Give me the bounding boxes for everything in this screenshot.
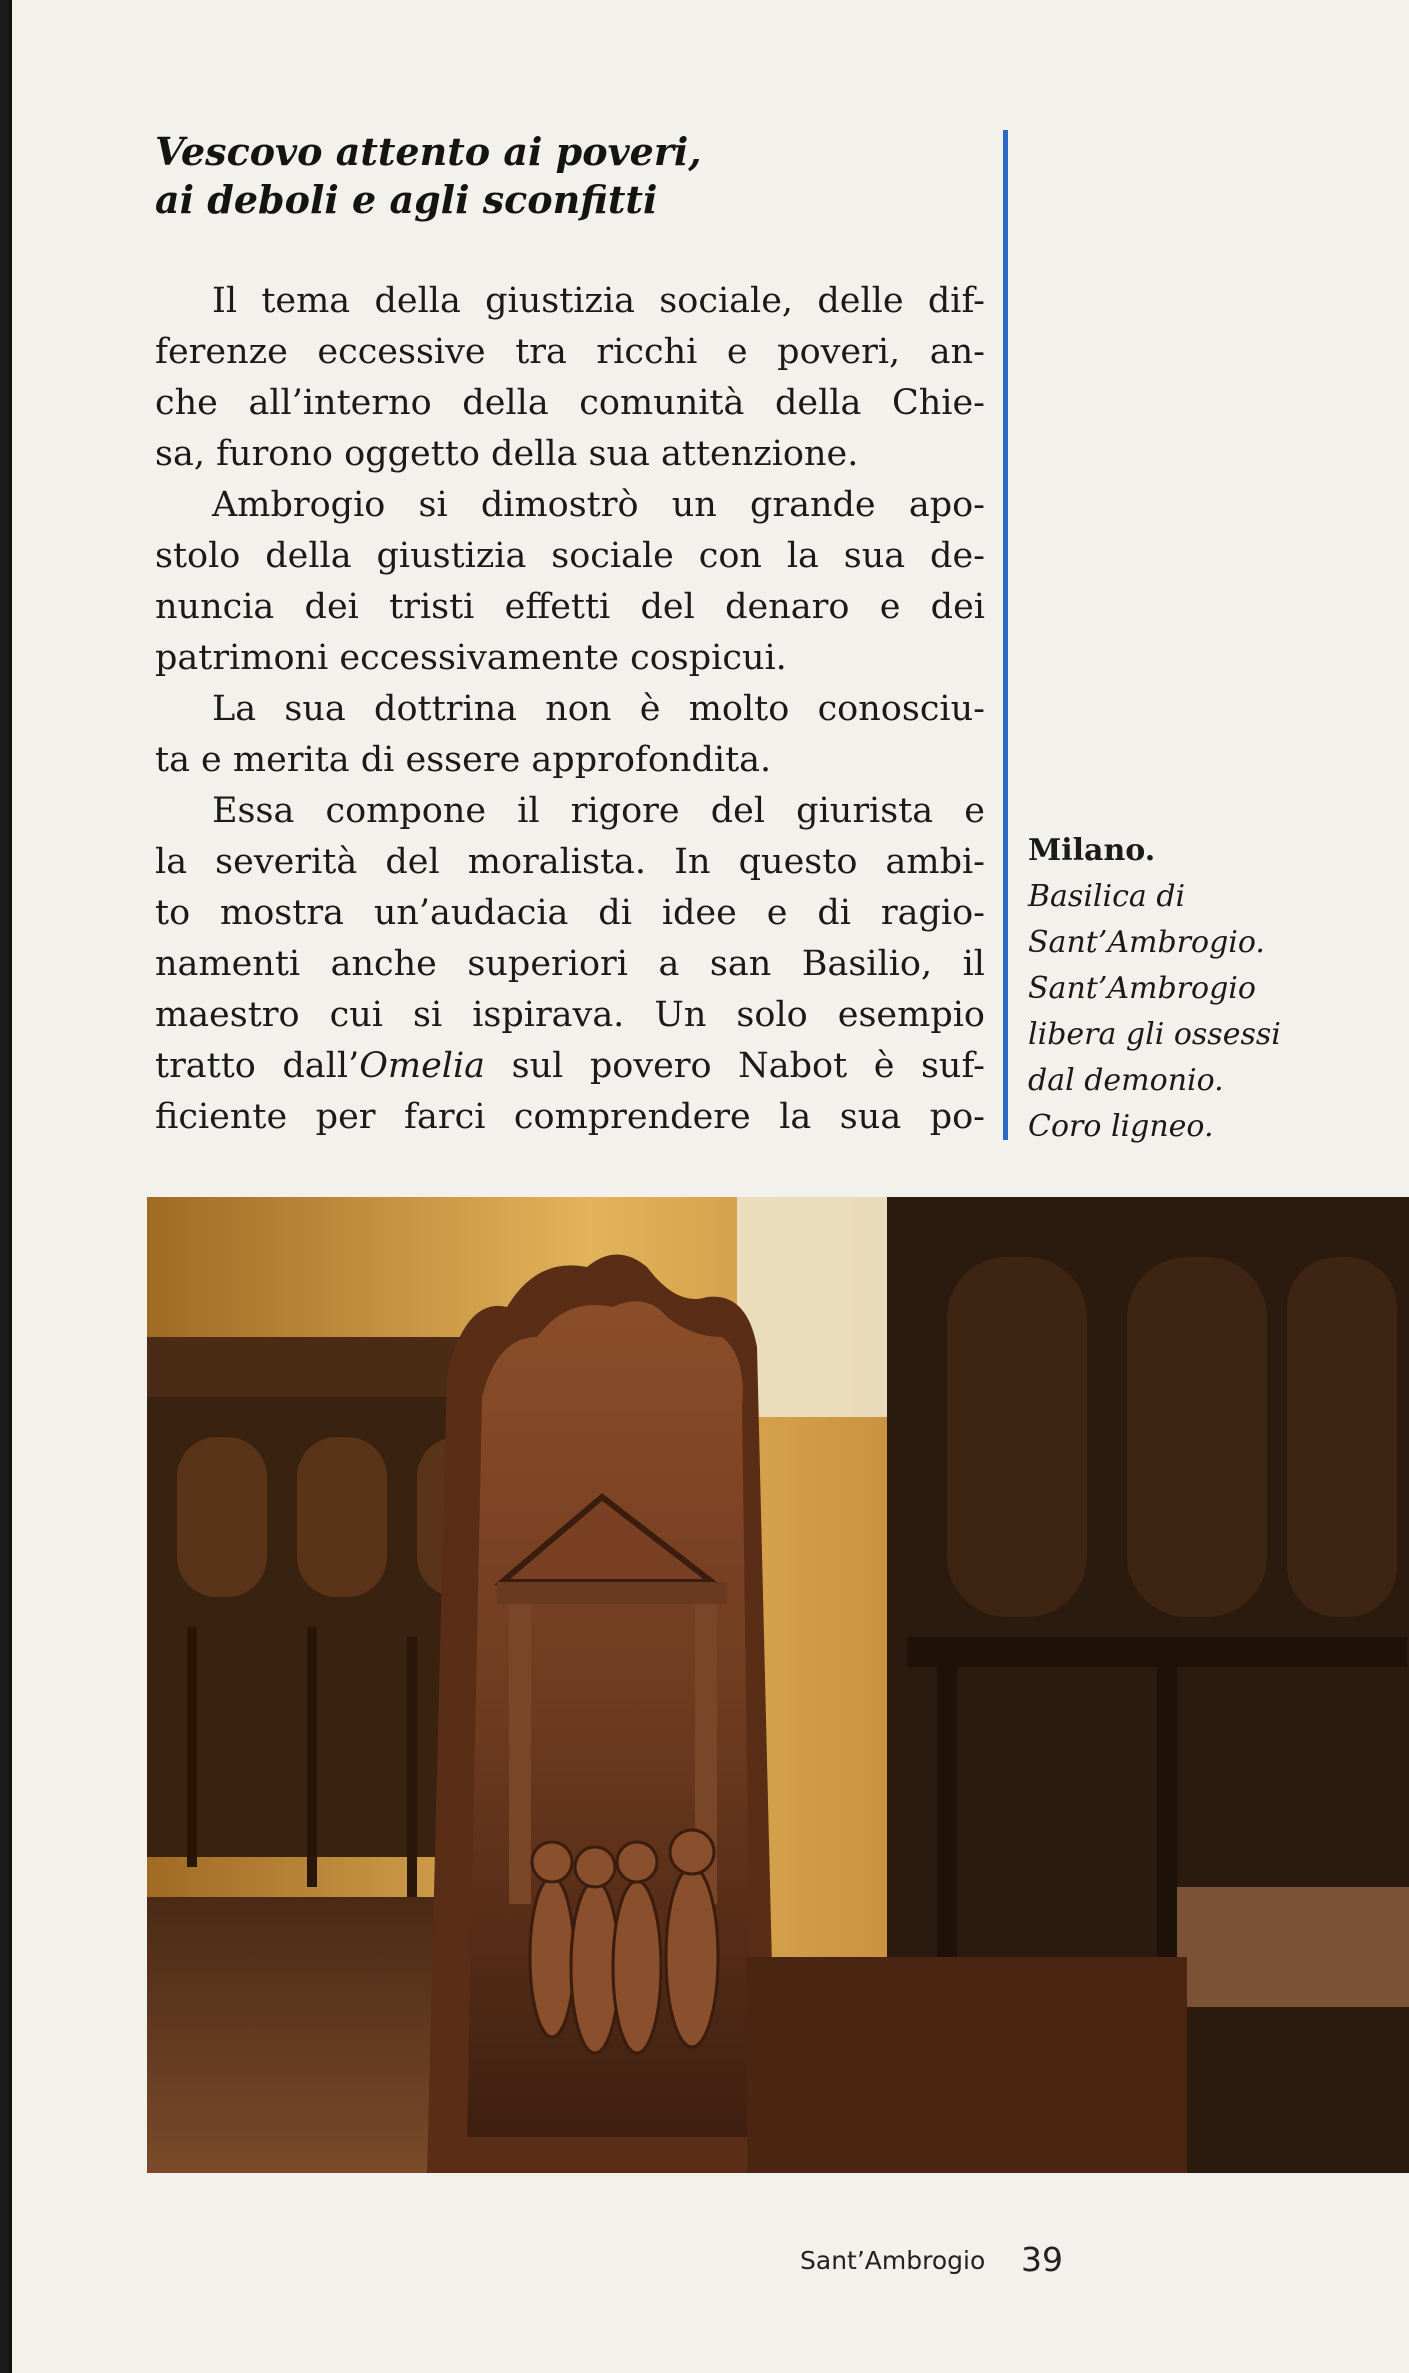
caption-line: dal demonio. xyxy=(1028,1063,1224,1098)
italic-title: Omelia xyxy=(359,1046,486,1086)
body-line-mixed xyxy=(155,1041,985,1092)
heading-line-1: Vescovo attento ai poveri, xyxy=(155,129,702,174)
heading-line-2: ai deboli e agli sconfitti xyxy=(155,177,658,222)
running-footer-title: Sant’Ambrogio xyxy=(800,2246,986,2275)
body-line: la severità del moralista. In questo ambi- xyxy=(155,842,985,882)
body-line: namenti anche superiori a san Basilio, il xyxy=(155,944,985,984)
page-number: 39 xyxy=(1021,2240,1063,2279)
caption-line: Basilica di xyxy=(1028,879,1186,914)
choir-stall-illustration xyxy=(147,1197,1409,2173)
body-text-run: sul povero Nabot è suf- xyxy=(485,1046,986,1086)
body-line: sa, furono oggetto della sua attenzione. xyxy=(155,434,859,474)
body-line: ficiente per farci comprendere la sua po- xyxy=(155,1097,985,1137)
body-line: maestro cui si ispirava. Un solo esempio xyxy=(155,995,985,1035)
caption-title: Milano. xyxy=(1028,833,1156,868)
body-line: stolo della giustizia sociale con la sua de- xyxy=(155,536,985,576)
body-line: che all’interno della comunità della Chie- xyxy=(155,383,985,423)
body-line: La sua dottrina non è molto conosciu- xyxy=(212,689,985,729)
column-divider xyxy=(1003,130,1008,1140)
body-line: to mostra un’audacia di idee e di ragio- xyxy=(155,893,985,933)
body-line: nuncia dei tristi effetti del denaro e dei xyxy=(155,587,985,627)
photo-caption xyxy=(1028,828,1388,1150)
caption-line: libera gli ossessi xyxy=(1028,1017,1281,1052)
body-line: ta e merita di essere approfondita. xyxy=(155,740,772,780)
body-line: ferenze eccessive tra ricchi e poveri, an- xyxy=(155,332,985,372)
section-heading xyxy=(155,128,702,224)
body-line: Il tema della giustizia sociale, delle dif- xyxy=(212,281,985,321)
caption-line: Coro ligneo. xyxy=(1028,1109,1214,1144)
body-line: Essa compone il rigore del giurista e xyxy=(212,791,985,831)
caption-line: Sant’Ambrogio xyxy=(1028,971,1256,1006)
body-text xyxy=(155,276,985,1143)
body-text-run: tratto dall’ xyxy=(155,1046,360,1086)
body-line: Ambrogio si dimostrò un grande apo- xyxy=(212,485,985,525)
caption-line: Sant’Ambrogio. xyxy=(1028,925,1265,960)
body-line: patrimoni eccessivamente cospicui. xyxy=(155,638,787,678)
choir-stall-photo xyxy=(147,1197,1409,2173)
